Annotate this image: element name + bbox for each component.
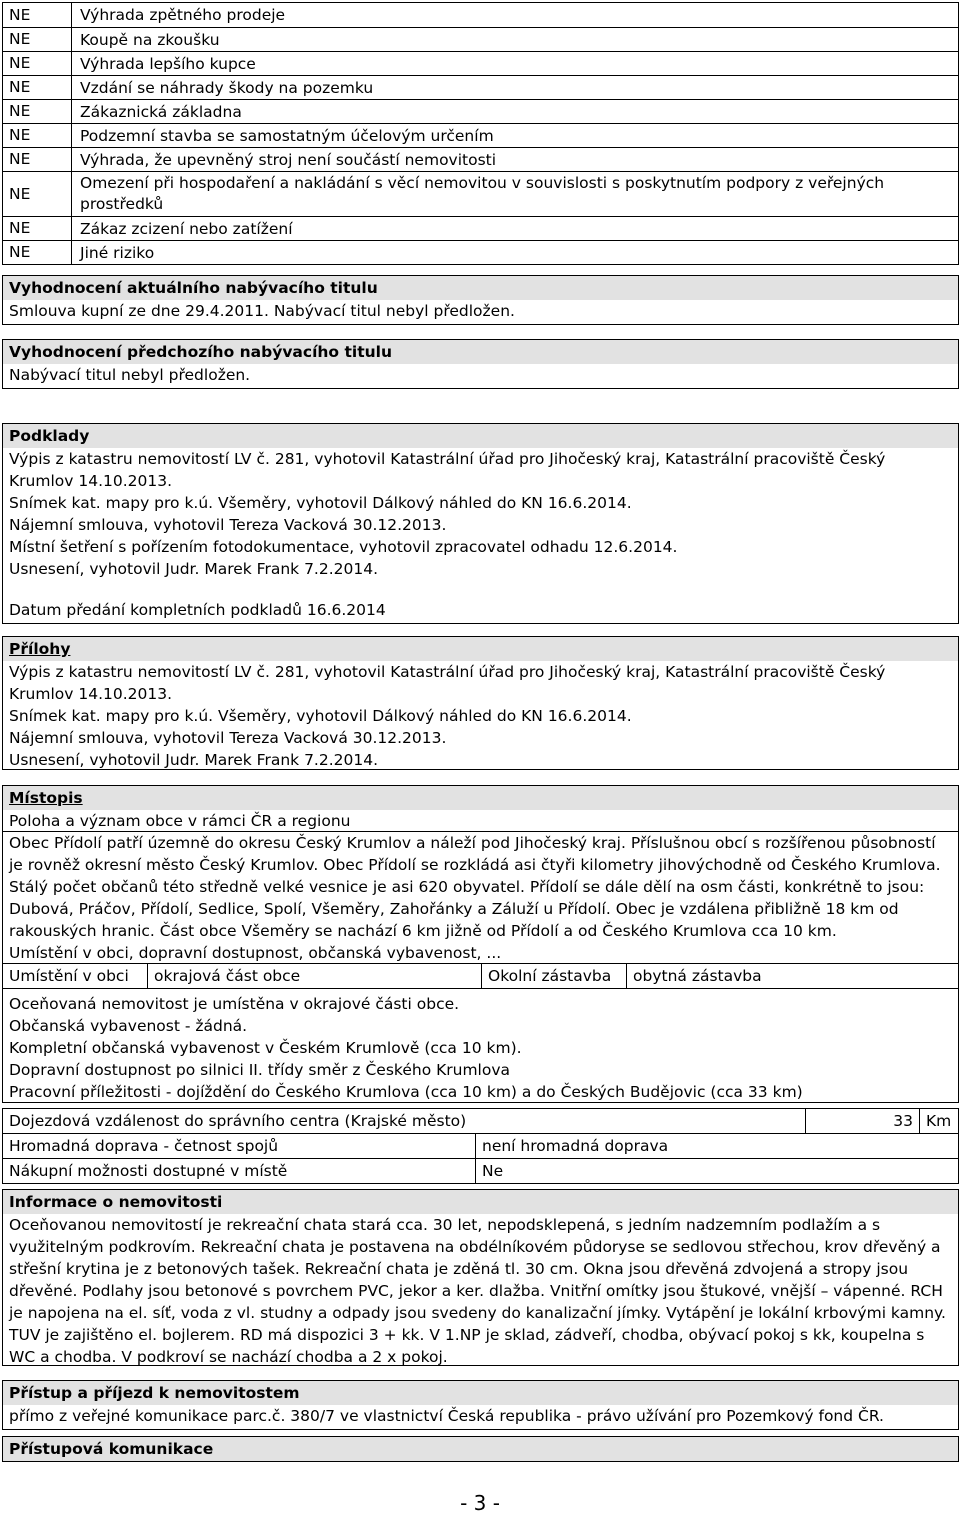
section-heading: Informace o nemovitosti [3, 1190, 958, 1214]
current-title-section [2, 275, 959, 325]
priloha-line: Snímek kat. mapy pro k.ú. Všeměry, vyhotovil Dálkový náhled do KN 16.6.2014. [9, 707, 632, 725]
reservation-flag: NE [3, 28, 72, 51]
podklady-line: Výpis z katastru nemovitostí LV č. 281, vyhotovil Katastrální úřad pro Jihočeský kraj, Katastrální pracoviště Český [9, 450, 886, 468]
transport-row [3, 1133, 958, 1158]
reservation-text: Omezení při hospodaření a nakládání s věcí nemovitou v souvislosti s poskytnutím podpory z veřejných prostředků [80, 174, 885, 213]
podklady-line: Nájemní smlouva, vyhotovil Tereza Vacková 30.12.2013. [9, 516, 447, 534]
podklady-line: Snímek kat. mapy pro k.ú. Všeměry, vyhotovil Dálkový náhled do KN 16.6.2014. [9, 494, 632, 512]
location-value: okrajová část obce [148, 964, 482, 988]
reservation-text: Vzdání se náhrady škody na pozemku [80, 79, 374, 97]
reservation-row [3, 240, 958, 264]
previous-title-section [2, 339, 959, 389]
reservation-flag: NE [3, 76, 72, 99]
region-desc-line: Obec Přídolí patří územně do okresu Český Krumlov a náleží pod Jihočeský kraj. Příslušnou obcí s rozšířenou působností [9, 834, 936, 852]
transport-label: Hromadná doprava - četnost spojů [3, 1134, 476, 1158]
section-heading: Přístupová komunikace [3, 1437, 958, 1461]
section-heading: Podklady [3, 424, 958, 448]
mistopis-section [2, 785, 959, 1103]
property-info-line: dřevěné. Podlahy jsou betonové s povrchem PVC, jekor a ker. dlažba. Vnitřní omítky jsou štukové, vnější – vápenné. RCH [9, 1282, 943, 1300]
current-title-text: Smlouva kupní ze dne 29.4.2011. Nabývací titul nebyl předložen. [9, 302, 515, 320]
reservation-flag: NE [3, 124, 72, 147]
location-note: Kompletní občanská vybavenost v Českém Krumlově (cca 10 km). [9, 1039, 522, 1057]
reservation-text: Výhrada zpětného prodeje [80, 6, 286, 24]
property-info-line: střešní krytina je z betonových tašek. Rekreační chata je zděná tl. 30 cm. Okna jsou dřevěná zdvojená a stropy jsou [9, 1260, 909, 1278]
property-info-line: využitelným podkrovím. Rekreační chata je postavena na obdélníkovém půdoryse se sedlovou střechou, krov dřevěný a [9, 1238, 941, 1256]
road-section [2, 1436, 959, 1462]
reservation-flag: NE [3, 52, 72, 75]
location-note: Dopravní dostupnost po silnici II. třídy směr z Českého Krumlova [9, 1061, 511, 1079]
location-label: Umístění v obci [3, 964, 148, 988]
property-info-line: je napojena na el. síť, voda z vl. studny a odpady jsou svedeny do kanalizační jímky. Vytápění je lokální krbovými kamny. [9, 1304, 946, 1322]
section-heading: Vyhodnocení předchozího nabývacího titulu [3, 340, 958, 364]
location-note: Občanská vybavenost - žádná. [9, 1017, 248, 1035]
priloha-line: Nájemní smlouva, vyhotovil Tereza Vacková 30.12.2013. [9, 729, 447, 747]
podklady-line: Místní šetření s pořízením fotodokumentace, vyhotovil zpracovatel odhadu 12.6.2014. [9, 538, 678, 556]
shopping-row [3, 1158, 958, 1183]
reservation-flag: NE [3, 3, 72, 27]
distance-table [2, 1108, 959, 1184]
reservation-row [3, 99, 958, 123]
section-heading: Přístup a příjezd k nemovitostem [3, 1381, 958, 1405]
location-note: Pracovní příležitosti - dojíždění do Českého Krumlova (cca 10 km) a do Českých Budějovic (cca 33 km) [9, 1083, 803, 1101]
reservation-text: Výhrada lepšího kupce [80, 55, 256, 73]
section-heading: Přílohy [3, 637, 958, 661]
reservation-row [3, 75, 958, 99]
reservation-text: Koupě na zkoušku [80, 31, 220, 49]
reservation-flag: NE [3, 100, 72, 123]
reservation-flag: NE [3, 172, 72, 216]
reservation-flag: NE [3, 148, 72, 171]
reservation-text: Jiné riziko [80, 244, 155, 262]
shopping-label: Nákupní možnosti dostupné v místě [3, 1159, 476, 1183]
reservation-row [3, 147, 958, 171]
reservation-text: Výhrada, že upevněný stroj není součástí nemovitosti [80, 151, 497, 169]
distance-label: Dojezdová vzdálenost do správního centra (Krajské město) [3, 1109, 806, 1133]
property-info-section [2, 1189, 959, 1366]
reservation-row [3, 3, 958, 27]
property-info-line: WC a chodba. V podkroví se nachází chodba a 2 x pokoj. [9, 1348, 448, 1366]
surroundings-value: obytná zástavba [633, 967, 762, 985]
reservation-text: Zákaz zcizení nebo zatížení [80, 220, 293, 238]
podklady-line: Krumlov 14.10.2013. [9, 472, 173, 490]
page-number: - 3 - [460, 1491, 500, 1515]
region-desc-line: Dubová, Práčov, Přídolí, Sedlice, Spolí, Všeměry, Zahořánky a Záluží u Přídolí. Obec je vzdálena přibližně 18 km od [9, 900, 899, 918]
location-grid [3, 964, 958, 989]
section-heading: Vyhodnocení aktuálního nabývacího titulu [3, 276, 958, 300]
reservation-row [3, 171, 958, 216]
region-desc-line: rakouských hranic. Část obce Všeměry se nachází 6 km jižně od Přídolí a od Českého Krumlova cca 10 km. [9, 922, 837, 940]
reservation-flag: NE [3, 241, 72, 264]
distance-value: 33 [806, 1109, 920, 1133]
reservation-row [3, 123, 958, 147]
region-desc-line: Stálý počet občanů této středně velké vesnice je asi 620 obyvatel. Přídolí se dále dělí na osm části, konkrétně to jsou: [9, 878, 925, 896]
priloha-line: Výpis z katastru nemovitostí LV č. 281, vyhotovil Katastrální úřad pro Jihočeský kraj, Katastrální pracoviště Český [9, 663, 886, 681]
shopping-value: Ne [482, 1162, 504, 1180]
podklady-section [2, 423, 959, 624]
location-subheading: Umístění v obci, dopravní dostupnost, občanská vybavenost, ... [3, 942, 958, 964]
handover-date: Datum předání kompletních podkladů 16.6.2014 [9, 601, 386, 619]
section-heading: Místopis [3, 786, 958, 810]
access-text: přímo z veřejné komunikace parc.č. 380/7 ve vlastnictví Česká republika - právo užívání pro Pozemkový fond ČR. [9, 1407, 884, 1425]
reservation-row [3, 51, 958, 75]
reservation-row [3, 27, 958, 51]
location-note: Oceňovaná nemovitost je umístěna v okrajové části obce. [9, 995, 460, 1013]
reservation-row [3, 216, 958, 240]
podklady-line: Usnesení, vyhotovil Judr. Marek Frank 7.2.2014. [9, 560, 379, 578]
reservation-text: Podzemní stavba se samostatným účelovým určením [80, 127, 494, 145]
previous-title-text: Nabývací titul nebyl předložen. [9, 366, 251, 384]
region-subheading: Poloha a význam obce v rámci ČR a regionu [3, 810, 958, 832]
priloha-line: Krumlov 14.10.2013. [9, 685, 173, 703]
reservation-flag: NE [3, 217, 72, 240]
reservation-text: Zákaznická základna [80, 103, 242, 121]
transport-value: není hromadná doprava [482, 1137, 669, 1155]
surroundings-label: Okolní zástavba [482, 964, 627, 988]
distance-row [3, 1109, 958, 1133]
access-section [2, 1380, 959, 1430]
distance-unit: Km [926, 1112, 952, 1130]
prilohy-section [2, 636, 959, 770]
property-info-line: Oceňovanou nemovitostí je rekreační chata stará cca. 30 let, nepodsklepená, s jedním nadzemním podlažím a s [9, 1216, 881, 1234]
priloha-line: Usnesení, vyhotovil Judr. Marek Frank 7.2.2014. [9, 751, 379, 769]
region-desc-line: je rovněž okresní město Český Krumlov. Obec Přídolí se rozkládá asi čtyři kilometry jihovýchodně od Českého Krumlova. [9, 856, 941, 874]
reservations-table [2, 2, 959, 265]
property-info-line: TUV je zajištěno el. bojlerem. RD má dispozici 3 + kk. V 1.NP je sklad, zádveří, chodba, obývací pokoj s kk, koupelna s [9, 1326, 925, 1344]
